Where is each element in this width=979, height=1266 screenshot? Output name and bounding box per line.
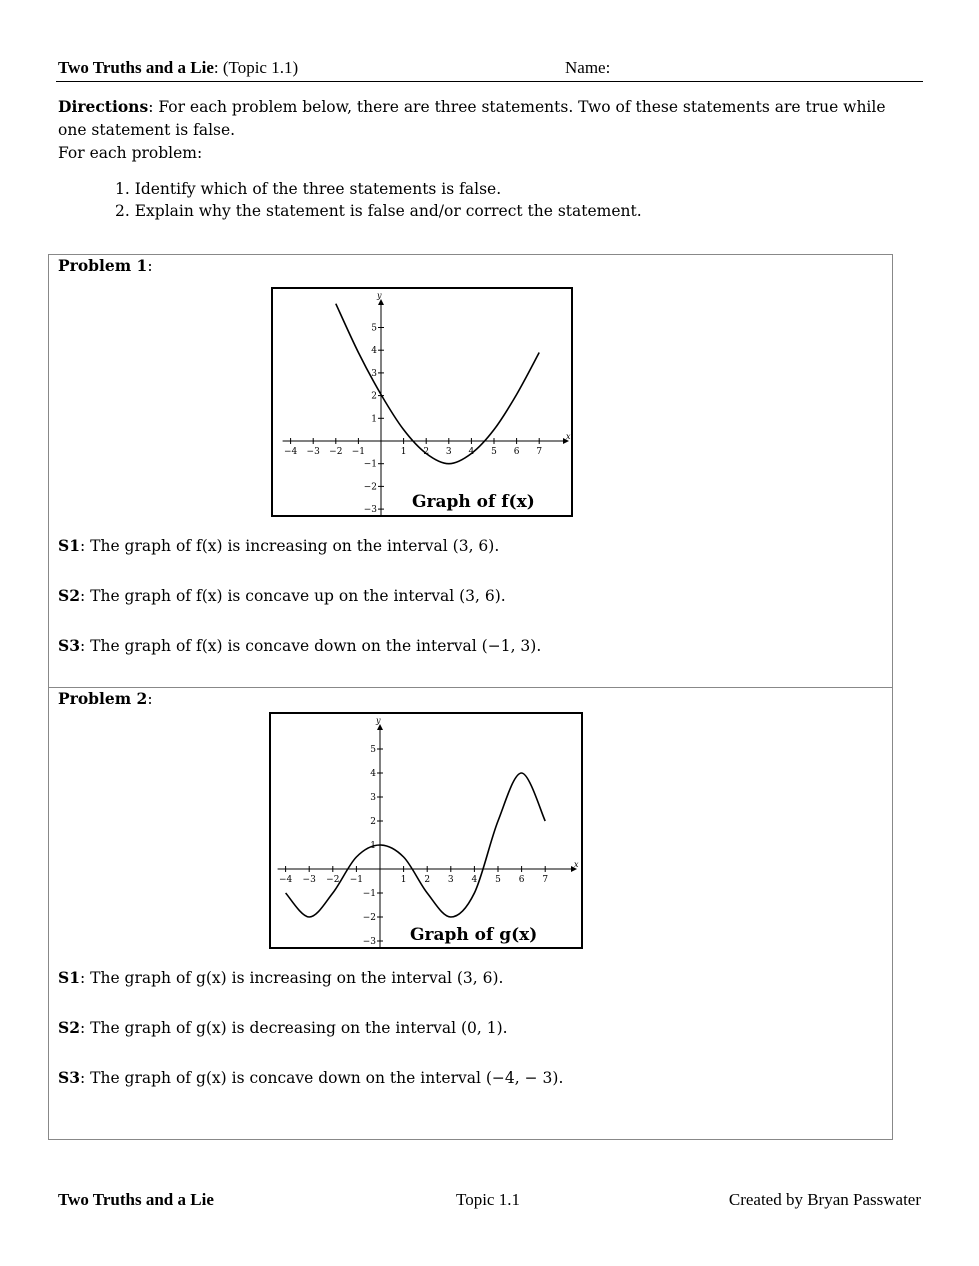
footer-left-text: Two Truths and a Lie <box>58 1190 214 1209</box>
x-tick-label: 4 <box>471 875 478 885</box>
statement-text: : The graph of f(x) is concave up on the interval (3, 6). <box>79 587 506 605</box>
y-tick-label: 2 <box>370 817 376 827</box>
series-line-g(x) <box>286 773 549 917</box>
worksheet-title <box>58 58 298 78</box>
title-topic: : (Topic 1.1) <box>213 58 299 77</box>
graph-g-caption: Graph of g(x) <box>410 925 538 945</box>
statement-label: S1 <box>58 968 80 987</box>
for-each-text: For each problem: <box>58 144 203 162</box>
statement-label: S2 <box>58 1018 80 1037</box>
y-axis-label: y <box>377 291 382 300</box>
graph-f <box>273 289 571 515</box>
statement-text: : The graph of g(x) is decreasing on the interval (0, 1). <box>79 1019 508 1037</box>
graph-f-box <box>271 287 573 517</box>
x-tick-label: −2 <box>326 875 340 885</box>
y-tick-label: 3 <box>371 368 377 379</box>
x-axis-label: x <box>574 860 579 869</box>
x-tick-label: −4 <box>278 875 293 885</box>
x-tick-label: 2 <box>423 447 430 457</box>
y-axis-label: y <box>376 716 381 725</box>
step-1: 1. Identify which of the three statements is false. <box>115 180 502 198</box>
x-tick-label: 7 <box>542 875 549 885</box>
directions <box>58 95 908 165</box>
y-tick-label: −3 <box>363 505 377 515</box>
directions-label: Directions <box>58 97 149 116</box>
x-tick-label: 6 <box>513 447 520 457</box>
problem-2-statement-3 <box>58 1068 563 1087</box>
statement-label: S1 <box>58 536 80 555</box>
x-tick-label: 2 <box>424 875 431 885</box>
problem-2-statement-2 <box>58 1018 508 1037</box>
x-tick-label: −2 <box>329 447 343 457</box>
x-axis-label: x <box>566 432 571 441</box>
statement-label: S3 <box>58 636 80 655</box>
title-bold: Two Truths and a Lie <box>58 58 214 77</box>
y-tick-label: −1 <box>362 889 376 899</box>
y-tick-label: −3 <box>362 937 376 947</box>
graph-f-caption: Graph of f(x) <box>412 492 535 512</box>
x-tick-label: 1 <box>400 447 407 457</box>
y-tick-label: 4 <box>371 346 377 357</box>
x-tick-label: 4 <box>468 447 475 457</box>
statement-text: : The graph of f(x) is increasing on the interval (3, 6). <box>79 537 500 555</box>
y-tick-label: 3 <box>370 793 376 803</box>
x-tick-label: 1 <box>400 875 407 885</box>
name-label: Name: <box>565 58 611 77</box>
y-tick-label: 1 <box>371 414 377 425</box>
x-tick-label: 5 <box>491 447 497 457</box>
x-tick-label: 7 <box>536 447 543 457</box>
problem-1-title-colon: : <box>147 257 153 275</box>
x-tick-label: 3 <box>447 875 454 885</box>
problem-1-statement-1 <box>58 536 499 555</box>
x-tick-label: 3 <box>445 447 452 457</box>
header-rule <box>56 81 923 82</box>
x-tick-label: −3 <box>306 447 320 457</box>
statement-text: : The graph of g(x) is concave down on the interval (−4, − 3). <box>79 1069 564 1087</box>
graph-g-box <box>269 712 583 949</box>
statement-label: S2 <box>58 586 80 605</box>
step-2: 2. Explain why the statement is false and/or correct the statement. <box>115 202 642 220</box>
series-line-f(x) <box>336 304 539 464</box>
x-tick-label: 6 <box>518 875 525 885</box>
problem-2-title-bold: Problem 2 <box>58 689 148 708</box>
steps-list <box>115 178 642 222</box>
problem-divider <box>48 687 893 688</box>
problem-1-title <box>58 256 153 275</box>
y-tick-label: −1 <box>363 459 377 470</box>
statement-label: S3 <box>58 1068 80 1087</box>
x-tick-label: −4 <box>283 447 298 457</box>
x-tick-label: −1 <box>349 875 364 885</box>
problem-1-title-bold: Problem 1 <box>58 256 148 275</box>
x-tick-label: −1 <box>351 447 366 457</box>
x-tick-label: 5 <box>495 875 501 885</box>
footer-right: Created by Bryan Passwater <box>728 1190 921 1209</box>
statement-text: : The graph of g(x) is increasing on the interval (3, 6). <box>79 969 504 987</box>
problem-2-statement-1 <box>58 968 503 987</box>
graph-g <box>271 714 581 947</box>
y-tick-label: −2 <box>362 913 376 923</box>
y-tick-label: 1 <box>370 841 376 851</box>
y-tick-label: 2 <box>371 391 377 402</box>
problem-2-title-colon: : <box>147 690 153 708</box>
y-tick-label: −2 <box>363 482 377 493</box>
problem-2-title <box>58 689 153 708</box>
x-tick-label: −3 <box>302 875 316 885</box>
directions-text: : For each problem below, there are three statements. Two of these statements are true while one statement is false. <box>58 98 886 139</box>
y-tick-label: 5 <box>371 323 377 334</box>
y-tick-label: 4 <box>370 769 376 779</box>
problem-1-statement-3 <box>58 636 541 655</box>
footer-left <box>58 1190 214 1210</box>
statement-text: : The graph of f(x) is concave down on the interval (−1, 3). <box>79 637 542 655</box>
problem-1-statement-2 <box>58 586 506 605</box>
footer-center: Topic 1.1 <box>456 1190 520 1209</box>
y-tick-label: 5 <box>370 745 376 755</box>
